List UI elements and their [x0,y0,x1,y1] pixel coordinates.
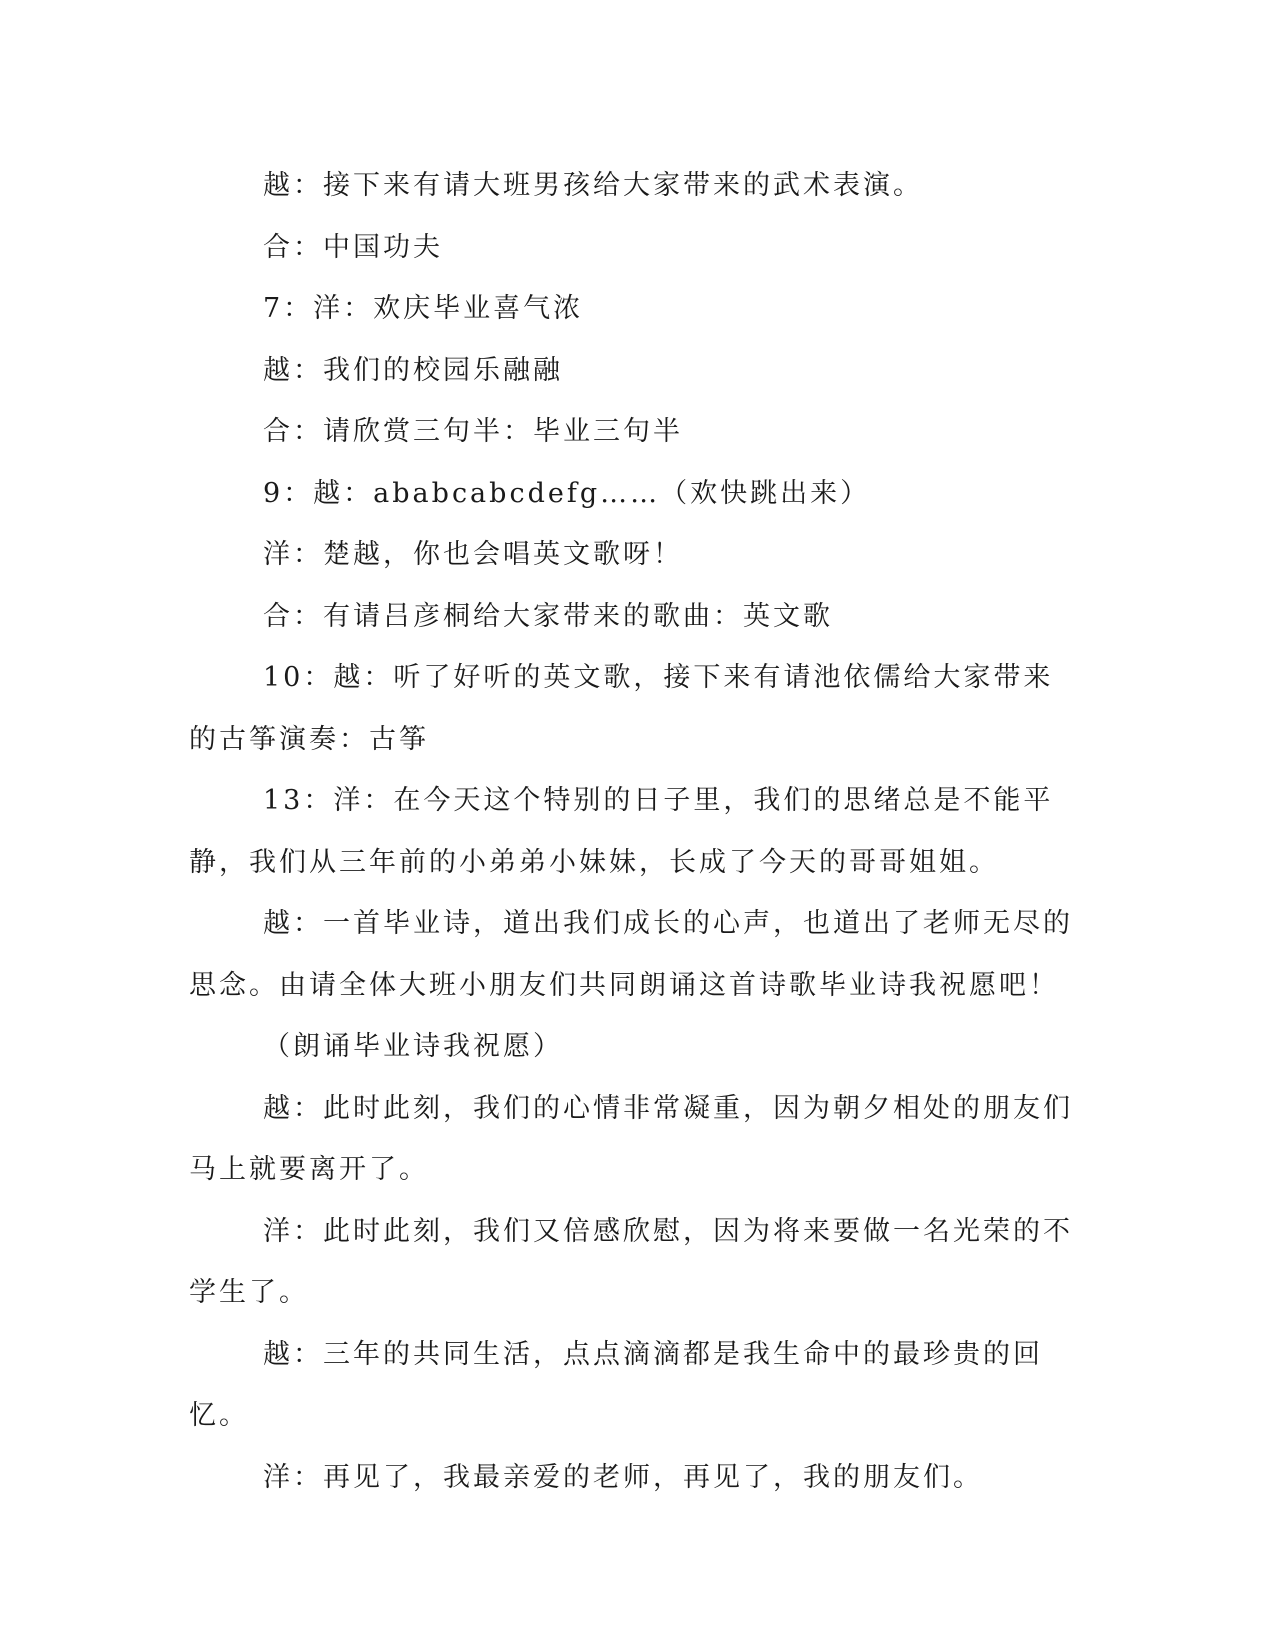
paragraph-14: 洋：此时此刻，我们又倍感欣慰，因为将来要做一名光荣的不学生了。 [189,1215,1073,1308]
paragraph-4: 越：我们的校园乐融融 [263,354,563,386]
paragraph-13: 越：此时此刻，我们的心情非常凝重，因为朝夕相处的朋友们马上就要离开了。 [189,1092,1073,1185]
paragraph-12: （朗诵毕业诗我祝愿） [263,1031,563,1062]
paragraph-6: 9：越：ababcabcdefg……（欢快跳出来） [263,477,871,509]
paragraph-1: 越：接下来有请大班男孩给大家带来的武术表演。 [263,170,923,201]
paragraph-8: 合：有请吕彦桐给大家带来的歌曲：英文歌 [263,600,833,632]
document-body [189,155,1079,1508]
paragraph-9: 10：越：听了好听的英文歌，接下来有请池依儒给大家带来的古筝演奏：古筝 [189,662,1054,755]
paragraph-5: 合：请欣赏三句半：毕业三句半 [263,416,683,447]
paragraph-10: 13：洋：在今天这个特别的日子里，我们的思绪总是不能平静，我们从三年前的小弟弟小妹妹，长成了今天的哥哥姐姐。 [189,785,1054,878]
paragraph-15: 越：三年的共同生活，点点滴滴都是我生命中的最珍贵的回忆。 [189,1338,1043,1431]
paragraph-7: 洋：楚越，你也会唱英文歌呀！ [263,539,683,570]
paragraph-16: 洋：再见了，我最亲爱的老师，再见了，我的朋友们。 [263,1461,983,1493]
paragraph-3: 7：洋：欢庆毕业喜气浓 [263,293,584,324]
paragraph-2: 合：中国功夫 [263,231,443,263]
paragraph-11: 越：一首毕业诗，道出我们成长的心声，也道出了老师无尽的思念。由请全体大班小朋友们共同朗诵这首诗歌毕业诗我祝愿吧！ [189,908,1073,1001]
